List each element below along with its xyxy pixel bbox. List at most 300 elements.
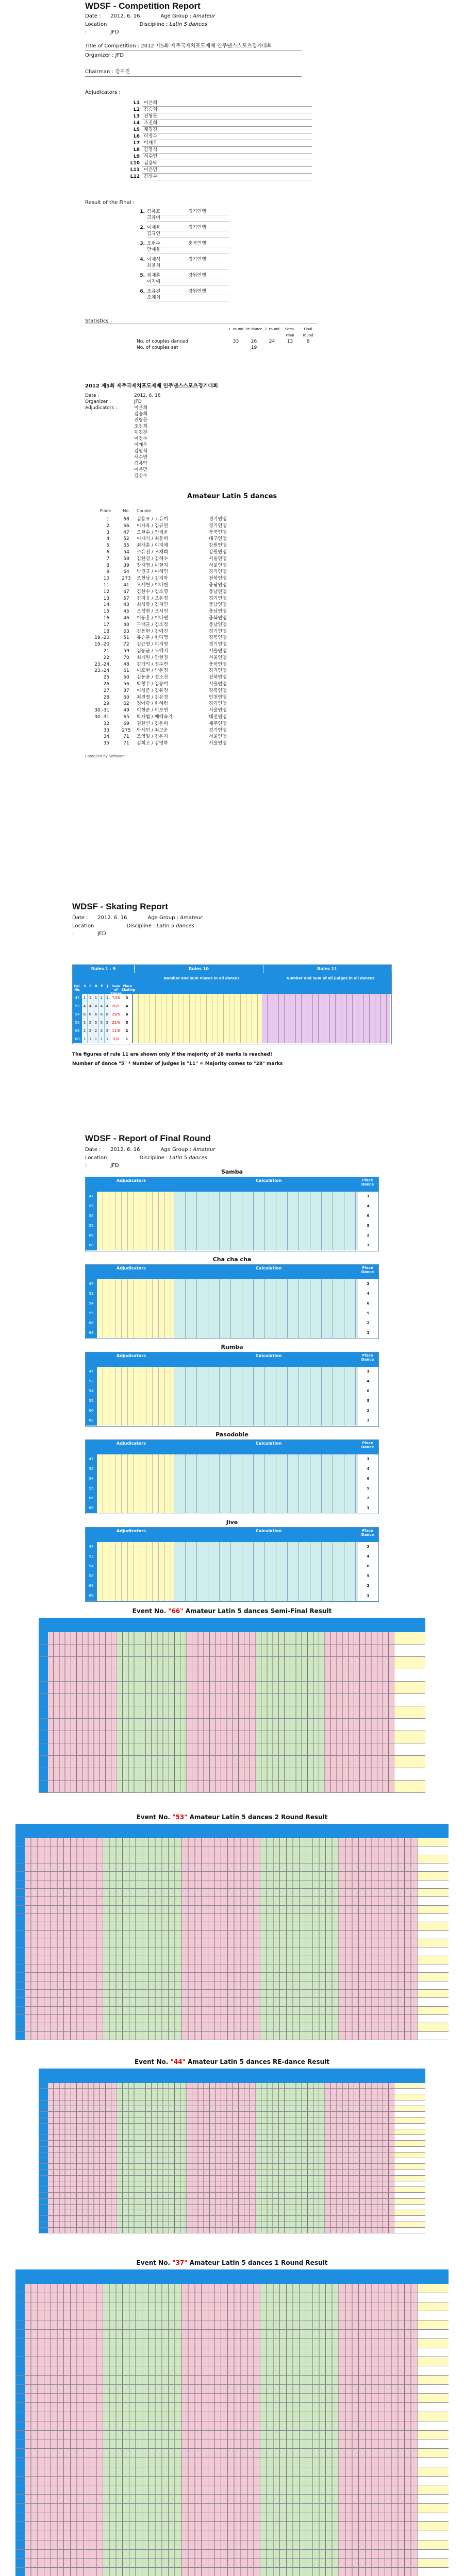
grid-band <box>325 1706 394 1718</box>
grid-band <box>325 1768 394 1780</box>
grid-band <box>182 1880 260 1888</box>
grid-band <box>256 2089 325 2094</box>
grid-band <box>182 1931 260 1939</box>
grid-band <box>117 1731 186 1743</box>
grid-band <box>25 2015 103 2023</box>
result-no: 43 <box>123 602 129 608</box>
grid-row <box>15 2531 449 2540</box>
grid-summary <box>418 2449 449 2458</box>
grid-band <box>182 2550 260 2558</box>
grid-band <box>48 2210 117 2215</box>
grid-row-head <box>39 1682 48 1693</box>
skating-place: 2 <box>88 1027 93 1035</box>
result-place: 30.-31. <box>94 714 111 720</box>
skating-place: 2 <box>99 1027 105 1035</box>
skating-row <box>73 1019 391 1027</box>
grid-band <box>256 2141 325 2146</box>
grid-row-head <box>39 1719 48 1731</box>
grid-summary <box>418 1914 449 1922</box>
skating-col-head: Cpl. No. <box>73 985 82 995</box>
grid-header <box>39 1618 425 1632</box>
result-row <box>90 734 271 740</box>
grid-band <box>48 2094 117 2099</box>
dance-row <box>86 1474 378 1484</box>
result-place: 33. <box>103 727 111 733</box>
grid-band <box>325 1781 394 1792</box>
dance-calc <box>174 1474 358 1484</box>
dance-place: 3 <box>358 1542 378 1552</box>
grid-row-head <box>39 2100 48 2106</box>
dance-calc <box>174 1221 358 1231</box>
grid-band <box>182 2023 260 2031</box>
dance-marks <box>97 1474 174 1484</box>
grid-band <box>339 1855 418 1863</box>
grid-band <box>25 2376 103 2384</box>
grid-band <box>325 2141 394 2146</box>
grid-row-head <box>39 1768 48 1780</box>
grid-band <box>260 2015 339 2023</box>
dance-row <box>86 1289 378 1299</box>
skating-rule-head: Rules 10 <box>135 965 263 973</box>
grid-band <box>182 1855 260 1863</box>
skating-final-place: 5 <box>122 1019 133 1027</box>
grid-band <box>260 1872 339 1879</box>
skating-title: WDSF - Skating Report <box>72 902 169 911</box>
grid-band <box>339 1931 418 1939</box>
skating-sum: 7/30 <box>110 994 122 1002</box>
grid-row <box>15 1981 449 1990</box>
rule11-cells <box>262 1035 390 1043</box>
spacer <box>183 263 229 269</box>
grid-row-head <box>15 2540 25 2549</box>
grid-band <box>187 2164 256 2169</box>
result-no: 50 <box>123 675 129 681</box>
grid-band <box>339 1838 418 1846</box>
grid-row-head <box>15 1981 25 1989</box>
grid-band <box>339 2284 418 2293</box>
grid-band <box>187 2129 256 2134</box>
dance-block <box>85 1431 379 1519</box>
grid-band <box>339 1922 418 1930</box>
grid-band <box>182 1939 260 1947</box>
dance-marks <box>97 1367 174 1377</box>
grid-row <box>39 2181 425 2187</box>
result-club: 경기연맹 <box>209 727 227 733</box>
grid-row-head <box>15 2376 25 2384</box>
grid-band <box>182 2568 260 2576</box>
grid-summary <box>418 1990 449 1997</box>
grid-band <box>117 2205 186 2210</box>
grid-band <box>187 2193 256 2198</box>
adjudicator-row <box>126 133 312 140</box>
adjudicator-code: L6 <box>134 134 140 139</box>
result-row <box>90 556 271 563</box>
grid-band <box>117 1756 186 1768</box>
grid-row <box>15 2467 449 2477</box>
grid-band <box>103 1922 181 1930</box>
dance-calc <box>174 1552 358 1562</box>
grid-row-head <box>39 2089 48 2094</box>
grid-band <box>25 2458 103 2467</box>
dance-place: 6 <box>358 1474 378 1484</box>
grid-row <box>15 1990 449 1998</box>
grid-row <box>39 1682 425 1694</box>
grid-band <box>339 2513 418 2522</box>
grid-summary <box>418 1855 449 1863</box>
grid-band <box>103 2439 181 2448</box>
dance-marks <box>97 1396 174 1406</box>
grid-band <box>48 1743 117 1755</box>
grid-band <box>256 1756 325 1768</box>
skating-col-head: R <box>93 985 99 995</box>
result-row <box>90 549 271 556</box>
grid-band <box>103 2550 181 2558</box>
grid-band <box>260 2311 339 2320</box>
grid-band <box>256 2158 325 2163</box>
grid-row-head <box>39 2124 48 2129</box>
dance-adj-label: Adjudicators <box>117 1353 146 1358</box>
result-club: 전북연맹 <box>209 675 227 681</box>
dance-cpl: 66 <box>86 1231 97 1241</box>
dance-place: 1 <box>358 1328 378 1338</box>
dance-table <box>85 1264 379 1339</box>
event-grid-66 <box>39 1618 425 1793</box>
grid-band <box>103 1947 181 1955</box>
grid-band <box>339 1846 418 1854</box>
dance-row <box>86 1221 378 1231</box>
grid-band <box>187 1632 256 1644</box>
grid-band <box>256 1657 325 1669</box>
grid-band <box>48 1781 117 1792</box>
grid-band <box>25 2568 103 2576</box>
dance-calc <box>174 1484 358 1494</box>
dance-marks <box>97 1494 174 1503</box>
result-club: 경기연맹 <box>209 517 227 522</box>
grid-row <box>15 1922 449 1930</box>
adjudicator-code: L7 <box>134 141 140 146</box>
results-adjudicators <box>134 405 147 479</box>
grid-band <box>103 2032 181 2040</box>
grid-band <box>182 2403 260 2412</box>
grid-band <box>117 2181 186 2187</box>
grid-band <box>260 1998 339 2006</box>
grid-band <box>187 2153 256 2158</box>
dance-row <box>86 1581 378 1591</box>
grid-summary <box>394 2205 425 2210</box>
grid-band <box>325 2187 394 2192</box>
result-couple: 이호현 / 박은정 <box>137 668 168 674</box>
grid-band <box>117 2228 186 2233</box>
grid-band <box>260 2467 339 2476</box>
final-meta-1: Date : 2012. 6. 16 Age Group : Amateur <box>85 1147 216 1153</box>
stat-head <box>85 324 317 338</box>
dance-place: 2 <box>358 1231 378 1241</box>
result-club: 인천연맹 <box>209 694 227 700</box>
rule10-cells <box>133 1010 262 1019</box>
grid-band <box>182 2513 260 2522</box>
grid-band <box>256 2112 325 2117</box>
grid-band <box>25 2495 103 2503</box>
result-no: 70 <box>123 655 129 660</box>
grid-band <box>260 2513 339 2522</box>
adjudicator-row <box>126 113 312 120</box>
grid-band <box>256 2216 325 2221</box>
skating-cpl: 54 <box>73 1010 82 1019</box>
grid-band <box>187 2210 256 2215</box>
grid-summary <box>394 2164 425 2169</box>
grid-row <box>39 2164 425 2170</box>
dance-row <box>86 1416 378 1426</box>
grid-band <box>187 2216 256 2221</box>
result-place: 4. <box>106 536 111 542</box>
grid-band <box>103 1906 181 1913</box>
grid-band <box>117 1669 186 1681</box>
grid-band <box>25 2302 103 2311</box>
stat-value <box>299 345 317 351</box>
grid-row-head <box>15 1863 25 1871</box>
grid-band <box>187 1669 256 1681</box>
result-row <box>90 668 271 674</box>
grid-summary <box>394 2199 425 2204</box>
grid-header <box>15 1824 449 1838</box>
grid-band <box>339 2531 418 2540</box>
skating-place: 1 <box>93 994 99 1002</box>
results-meta: Date : 2012. 6. 16 Organizer : JFD Adjudicators : <box>85 393 161 411</box>
adjudicator-code: L11 <box>130 167 140 173</box>
report-meta-2: Location : JFD Discipline : Latin 5 dances <box>85 22 207 35</box>
result-place: 14. <box>103 602 111 608</box>
grid-band <box>117 2153 186 2158</box>
grid-band <box>256 2187 325 2192</box>
grid-band <box>103 2385 181 2394</box>
grid-band <box>25 2559 103 2568</box>
grid-band <box>48 2100 117 2106</box>
grid-band <box>325 2181 394 2187</box>
result-place: 32. <box>103 721 111 726</box>
grid-summary <box>418 2458 449 2467</box>
grid-band <box>117 2193 186 2198</box>
grid-band <box>48 1768 117 1780</box>
dance-marks <box>97 1211 174 1221</box>
result-couple: 오성현 / 오시언 <box>137 609 168 615</box>
grid-band <box>339 2495 418 2503</box>
result-no: 41 <box>123 582 129 588</box>
grid-row-head <box>15 2007 25 2014</box>
results-adjudicator: 김용탁 <box>134 461 148 466</box>
grid-band <box>260 2330 339 2338</box>
stat-value: 26 <box>251 339 257 344</box>
result-row <box>90 707 271 714</box>
grid-row-head <box>15 1906 25 1913</box>
grid-band <box>182 2477 260 2485</box>
grid-band <box>25 1998 103 2006</box>
skating-sub11: Number and sum of all judges in all dances <box>279 976 382 980</box>
adjudicator-row <box>126 160 312 167</box>
grid-band <box>256 2181 325 2187</box>
result-couple: 김근영 / 이지영 <box>137 642 168 648</box>
grid-band <box>339 2403 418 2412</box>
grid-band <box>117 1768 186 1780</box>
skating-place: 1 <box>105 1035 110 1043</box>
result-club: 경기연맹 <box>209 596 227 601</box>
skating-place: 1 <box>105 994 110 1002</box>
skating-sub <box>73 973 391 994</box>
adjudicator-row <box>126 100 312 107</box>
grid-band <box>325 2228 394 2233</box>
grid-band <box>260 2403 339 2412</box>
grid-row <box>15 2540 449 2550</box>
skating-place: 1 <box>88 994 93 1002</box>
rule11-cells <box>262 1002 390 1010</box>
results-adjudicator: 이은희 <box>134 405 148 411</box>
result-club: 충남연맹 <box>209 582 227 588</box>
skating-rule-head: Rules 1 - 9 <box>73 965 135 973</box>
grid-band <box>182 2366 260 2375</box>
result-no: 69 <box>123 721 129 726</box>
result-row <box>90 608 271 615</box>
grid-band <box>103 1855 181 1863</box>
grid-band <box>325 1632 394 1644</box>
dance-place: 6 <box>358 1386 378 1396</box>
dance-place: 4 <box>358 1377 378 1386</box>
grid-row <box>15 2439 449 2449</box>
stat-value: 24 <box>269 339 275 344</box>
event-grid-44 <box>39 2069 425 2233</box>
spacer <box>183 247 229 253</box>
grid-summary <box>394 1632 425 1644</box>
grid-band <box>182 1973 260 1980</box>
dance-cpl: 68 <box>86 1416 97 1426</box>
dance-cpl: 55 <box>86 1571 97 1581</box>
grid-band <box>187 2176 256 2181</box>
grid-band <box>25 1906 103 1913</box>
grid-row-head <box>15 2284 25 2293</box>
grid-band <box>325 1743 394 1755</box>
final-gap <box>126 238 229 241</box>
grid-row <box>39 2210 425 2216</box>
result-no: 66 <box>123 523 129 529</box>
grid-band <box>325 2100 394 2106</box>
grid-band <box>339 2550 418 2558</box>
grid-band <box>325 2193 394 2198</box>
grid-band <box>339 1998 418 2006</box>
stat-col-head: Final round <box>303 327 313 337</box>
grid-band <box>182 2449 260 2458</box>
grid-row-head <box>15 2015 25 2023</box>
grid-summary <box>418 2339 449 2348</box>
result-no: 71 <box>123 734 129 740</box>
result-place: 23.-24. <box>94 662 111 667</box>
grid-band <box>103 2504 181 2513</box>
final-partner: 고유미 <box>147 215 183 222</box>
grid-band <box>339 2357 418 2366</box>
dance-calc <box>174 1591 358 1601</box>
dance-cpl: 52 <box>86 1464 97 1474</box>
grid-band <box>339 2449 418 2458</box>
grid-band <box>25 1973 103 1980</box>
final-partner: 오채희 <box>147 295 183 301</box>
grid-band <box>256 2117 325 2123</box>
grid-band <box>325 2176 394 2181</box>
grid-summary <box>394 2210 425 2215</box>
event-title-37: Event No. "37" Amateur Latin 5 dances 1 Round Result <box>136 2259 328 2266</box>
dance-cpl: 68 <box>86 1328 97 1338</box>
dance-row <box>86 1562 378 1571</box>
grid-band <box>260 2495 339 2503</box>
dance-calc <box>174 1406 358 1416</box>
grid-band <box>25 2449 103 2458</box>
grid-band <box>187 2112 256 2117</box>
results-adjudicator: 서수연 <box>134 455 148 460</box>
result-row <box>90 727 271 734</box>
grid-band <box>260 1973 339 1980</box>
final-result-list <box>126 209 229 305</box>
result-no: 48 <box>123 662 129 667</box>
stat-value: 19 <box>251 345 257 350</box>
skating-row <box>73 1035 391 1043</box>
result-row <box>90 681 271 688</box>
grid-band <box>48 1632 117 1644</box>
grid-band <box>260 2458 339 2467</box>
final-row <box>126 273 229 279</box>
dance-marks <box>97 1309 174 1318</box>
grid-band <box>25 2504 103 2513</box>
dance-place: 1 <box>358 1241 378 1250</box>
skating-place: 5 <box>88 1019 93 1027</box>
grid-row <box>39 2094 425 2100</box>
result-row <box>90 714 271 721</box>
result-no: 51 <box>123 635 129 641</box>
grid-row-head <box>39 1645 48 1656</box>
dance-calc <box>174 1309 358 1318</box>
grid-summary <box>418 2531 449 2540</box>
grid-band <box>260 2385 339 2394</box>
grid-band <box>187 2205 256 2210</box>
dance-row <box>86 1201 378 1211</box>
grid-band <box>48 2135 117 2140</box>
grid-band <box>48 2222 117 2227</box>
dance-row <box>86 1386 378 1396</box>
grid-band <box>256 1645 325 1656</box>
grid-band <box>103 1956 181 1964</box>
results-heading: 2012 제5회 제주국제치포도제배 인주댄스스포츠경기대회 <box>85 383 218 389</box>
result-no: 63 <box>123 629 129 634</box>
adjudicator-list <box>126 100 312 180</box>
dance-title: Jive <box>226 1519 238 1526</box>
dance-marks <box>97 1201 174 1211</box>
adjudicator-code: L4 <box>134 121 140 126</box>
result-row <box>90 536 271 543</box>
skating-meta-2: Location : JFD Discipline : Latin 5 dances <box>72 923 194 937</box>
skating-final-place: 3 <box>122 994 133 1002</box>
skating-place: 1 <box>99 1035 105 1043</box>
skating-place: 4 <box>88 1002 93 1010</box>
result-place: 29. <box>103 701 111 707</box>
grid-band <box>339 2366 418 2375</box>
skating-col-head: C <box>88 985 93 995</box>
grid-band <box>260 2477 339 2485</box>
grid-summary <box>418 2467 449 2476</box>
skating-sum: 25/0 <box>110 1019 122 1027</box>
grid-band <box>260 2007 339 2014</box>
final-row <box>126 289 229 295</box>
dance-marks <box>97 1571 174 1581</box>
grid-summary <box>418 1880 449 1888</box>
stat-value: 13 <box>287 339 293 344</box>
adjudicator-name: 조진희 <box>142 120 312 127</box>
grid-band <box>260 2439 339 2448</box>
final-row-partner <box>126 279 229 285</box>
